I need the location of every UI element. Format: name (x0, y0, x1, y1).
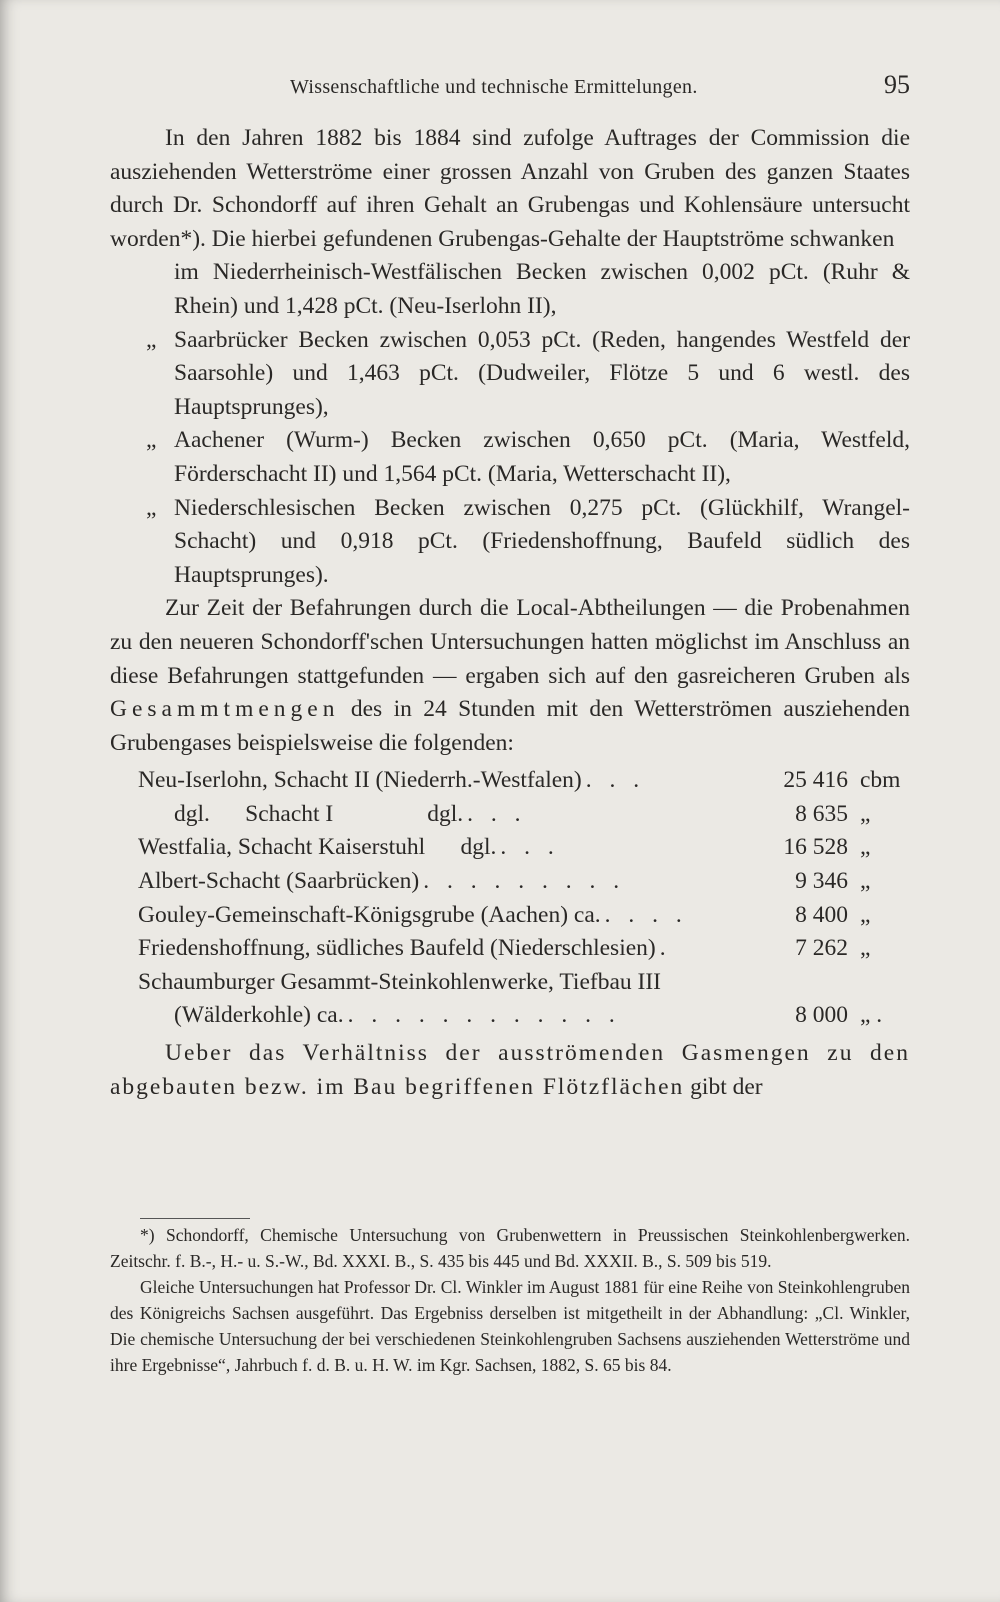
list-item-text: Aachener (Wurm-) Becken zwischen 0,650 pCt. (Maria, Westfeld, Förderschacht II) und 1,564 pCt. (Maria, Wetterschacht II), (174, 427, 910, 487)
table-row (110, 831, 910, 865)
page-number: 95 (884, 70, 910, 99)
unit: „ (860, 868, 871, 895)
emphasized-term: Gesammtmengen (110, 696, 340, 723)
gas-volume-table (110, 764, 910, 1033)
table-row (110, 932, 910, 966)
mine-name: dgl. Schacht I dgl. (174, 800, 464, 827)
footnote-schondorff: *) Schondorff, Chemische Untersuchung von Grubenwettern in Preussischen Steinkohlenbergwerken. Zeitschr. f. B.-, H.- u. S.-W., Bd. XXXI. B., S. 435 bis 445 und Bd. XXXII. B., S. 509 bis 519. (110, 1225, 910, 1271)
unit: „ . (860, 1002, 883, 1029)
footnote-rule (140, 1218, 250, 1219)
main-text (110, 122, 910, 1104)
leader-dots: . . . . . . . . . . . . (347, 1002, 621, 1029)
ditto-mark: „ (146, 427, 157, 454)
leader-dots: . . . . (604, 901, 688, 928)
mine-name: Albert-Schacht (Saarbrücken) (138, 868, 420, 895)
table-row (110, 899, 910, 933)
list-item (110, 324, 910, 425)
paragraph-intro: In den Jahren 1882 bis 1884 sind zufolge Auftrages der Commission die ausziehenden Wetterströme einer grossen Anzahl von Gruben des ganzen Staates durch Dr. Schondorff auf ihren Gehalt an Grubengas und Kohlensäure untersucht worden*). Die hierbei gefundenen Grubengas-Gehalte der Hauptströme schwanken (110, 125, 910, 252)
list-item (110, 256, 910, 323)
table-row (110, 798, 910, 832)
footnotes (110, 1222, 910, 1378)
leader-dots: . . . (585, 767, 646, 794)
paragraph-text: gibt der (690, 1073, 763, 1100)
unit: „ (860, 800, 871, 827)
mine-name: Friedenshoffnung, südliches Baufeld (Niederschlesien) (138, 935, 656, 962)
emphasized-term: Ueber das Verhältniss der ausströmenden Gasmengen zu den abgebauten bezw. im Bau begriffenen Flötzflächen (110, 1040, 910, 1100)
list-item (110, 424, 910, 491)
ditto-mark: „ (146, 326, 157, 353)
leader-dots: . . . . . . . . . (423, 868, 626, 895)
page-header (110, 70, 910, 106)
table-row (110, 999, 910, 1033)
table-row (110, 966, 910, 1000)
mine-name: Gouley-Gemeinschaft-Königsgrube (Aachen) ca. (138, 901, 601, 928)
mine-name: (Wälderkohle) ca. (174, 1002, 344, 1029)
running-head: Wissenschaftliche und technische Ermittelungen. (290, 76, 698, 98)
paragraph-text: Zur Zeit der Befahrungen durch die Local-Abtheilungen — die Probenahmen zu den neueren Schondorff'schen Untersuchungen hatten möglichst im Anschluss an diese Befahrungen stattgefunden — ergaben sich auf den gasreicheren Gruben als (110, 595, 910, 689)
unit: „ (860, 901, 871, 928)
table-row (110, 865, 910, 899)
gas-volume: 8 400 (795, 901, 848, 928)
gas-volume: 7 262 (795, 935, 848, 962)
list-item-text: im Niederrheinisch-Westfälischen Becken zwischen 0,002 pCt. (Ruhr & Rhein) und 1,428 pCt. (Neu-Iserlohn II), (174, 259, 910, 319)
unit: „ (860, 834, 871, 861)
list-item (110, 492, 910, 593)
leader-dots: . (659, 935, 672, 962)
list-item-text: Niederschlesischen Becken zwischen 0,275 pCt. (Glückhilf, Wrangel-Schacht) und 0,918 pCt. (Friedenshoffnung, Baufeld südlich des Hauptsprunges). (174, 494, 910, 588)
mine-name: Westfalia, Schacht Kaiserstuhl dgl. (138, 834, 497, 861)
unit: cbm (860, 767, 901, 794)
gas-volume: 8 000 (795, 1002, 848, 1029)
gas-content-list (110, 256, 910, 592)
mine-name: Neu-Iserlohn, Schacht II (Niederrh.-Westfalen) (138, 767, 582, 794)
leader-dots: . . . (500, 834, 560, 861)
list-item-text: Saarbrücker Becken zwischen 0,053 pCt. (Reden, hangendes Westfeld der Saarsohle) und 1,463 pCt. (Dudweiler, Flötze 5 und 6 westl. des Hauptsprunges), (174, 326, 910, 420)
paragraph-text: des in 24 Stunden mit den Wetterströmen ausziehenden Grubengases beispielsweise die folgenden: (110, 696, 910, 756)
footnote-winkler: Gleiche Untersuchungen hat Professor Dr. Cl. Winkler im August 1881 für eine Reihe von Steinkohlengruben des Königreichs Sachsen ausgeführt. Das Ergebniss derselben ist mitgetheilt in der Abhandlung: „Cl. Winkler, Die chemische Untersuchung der bei verschiedenen Steinkohlengruben Sachsens ausziehenden Wetterströme und ihre Ergebnisse“, Jahrbuch f. d. B. u. H. W. im Kgr. Sachsen, 1882, S. 65 bis 84. (110, 1277, 910, 1375)
ditto-mark: „ (146, 494, 157, 521)
gas-volume: 8 635 (795, 800, 848, 827)
table-row (110, 764, 910, 798)
unit: „ (860, 935, 871, 962)
leader-dots: . . . (467, 800, 527, 827)
gas-volume: 25 416 (783, 767, 848, 794)
mine-name: Schaumburger Gesammt-Steinkohlenwerke, Tiefbau III (138, 968, 661, 995)
paragraph-verhaeltniss (110, 1037, 910, 1104)
gas-volume: 9 346 (795, 868, 848, 895)
gas-volume: 16 528 (783, 834, 848, 861)
paragraph-befahrungen (110, 592, 910, 760)
